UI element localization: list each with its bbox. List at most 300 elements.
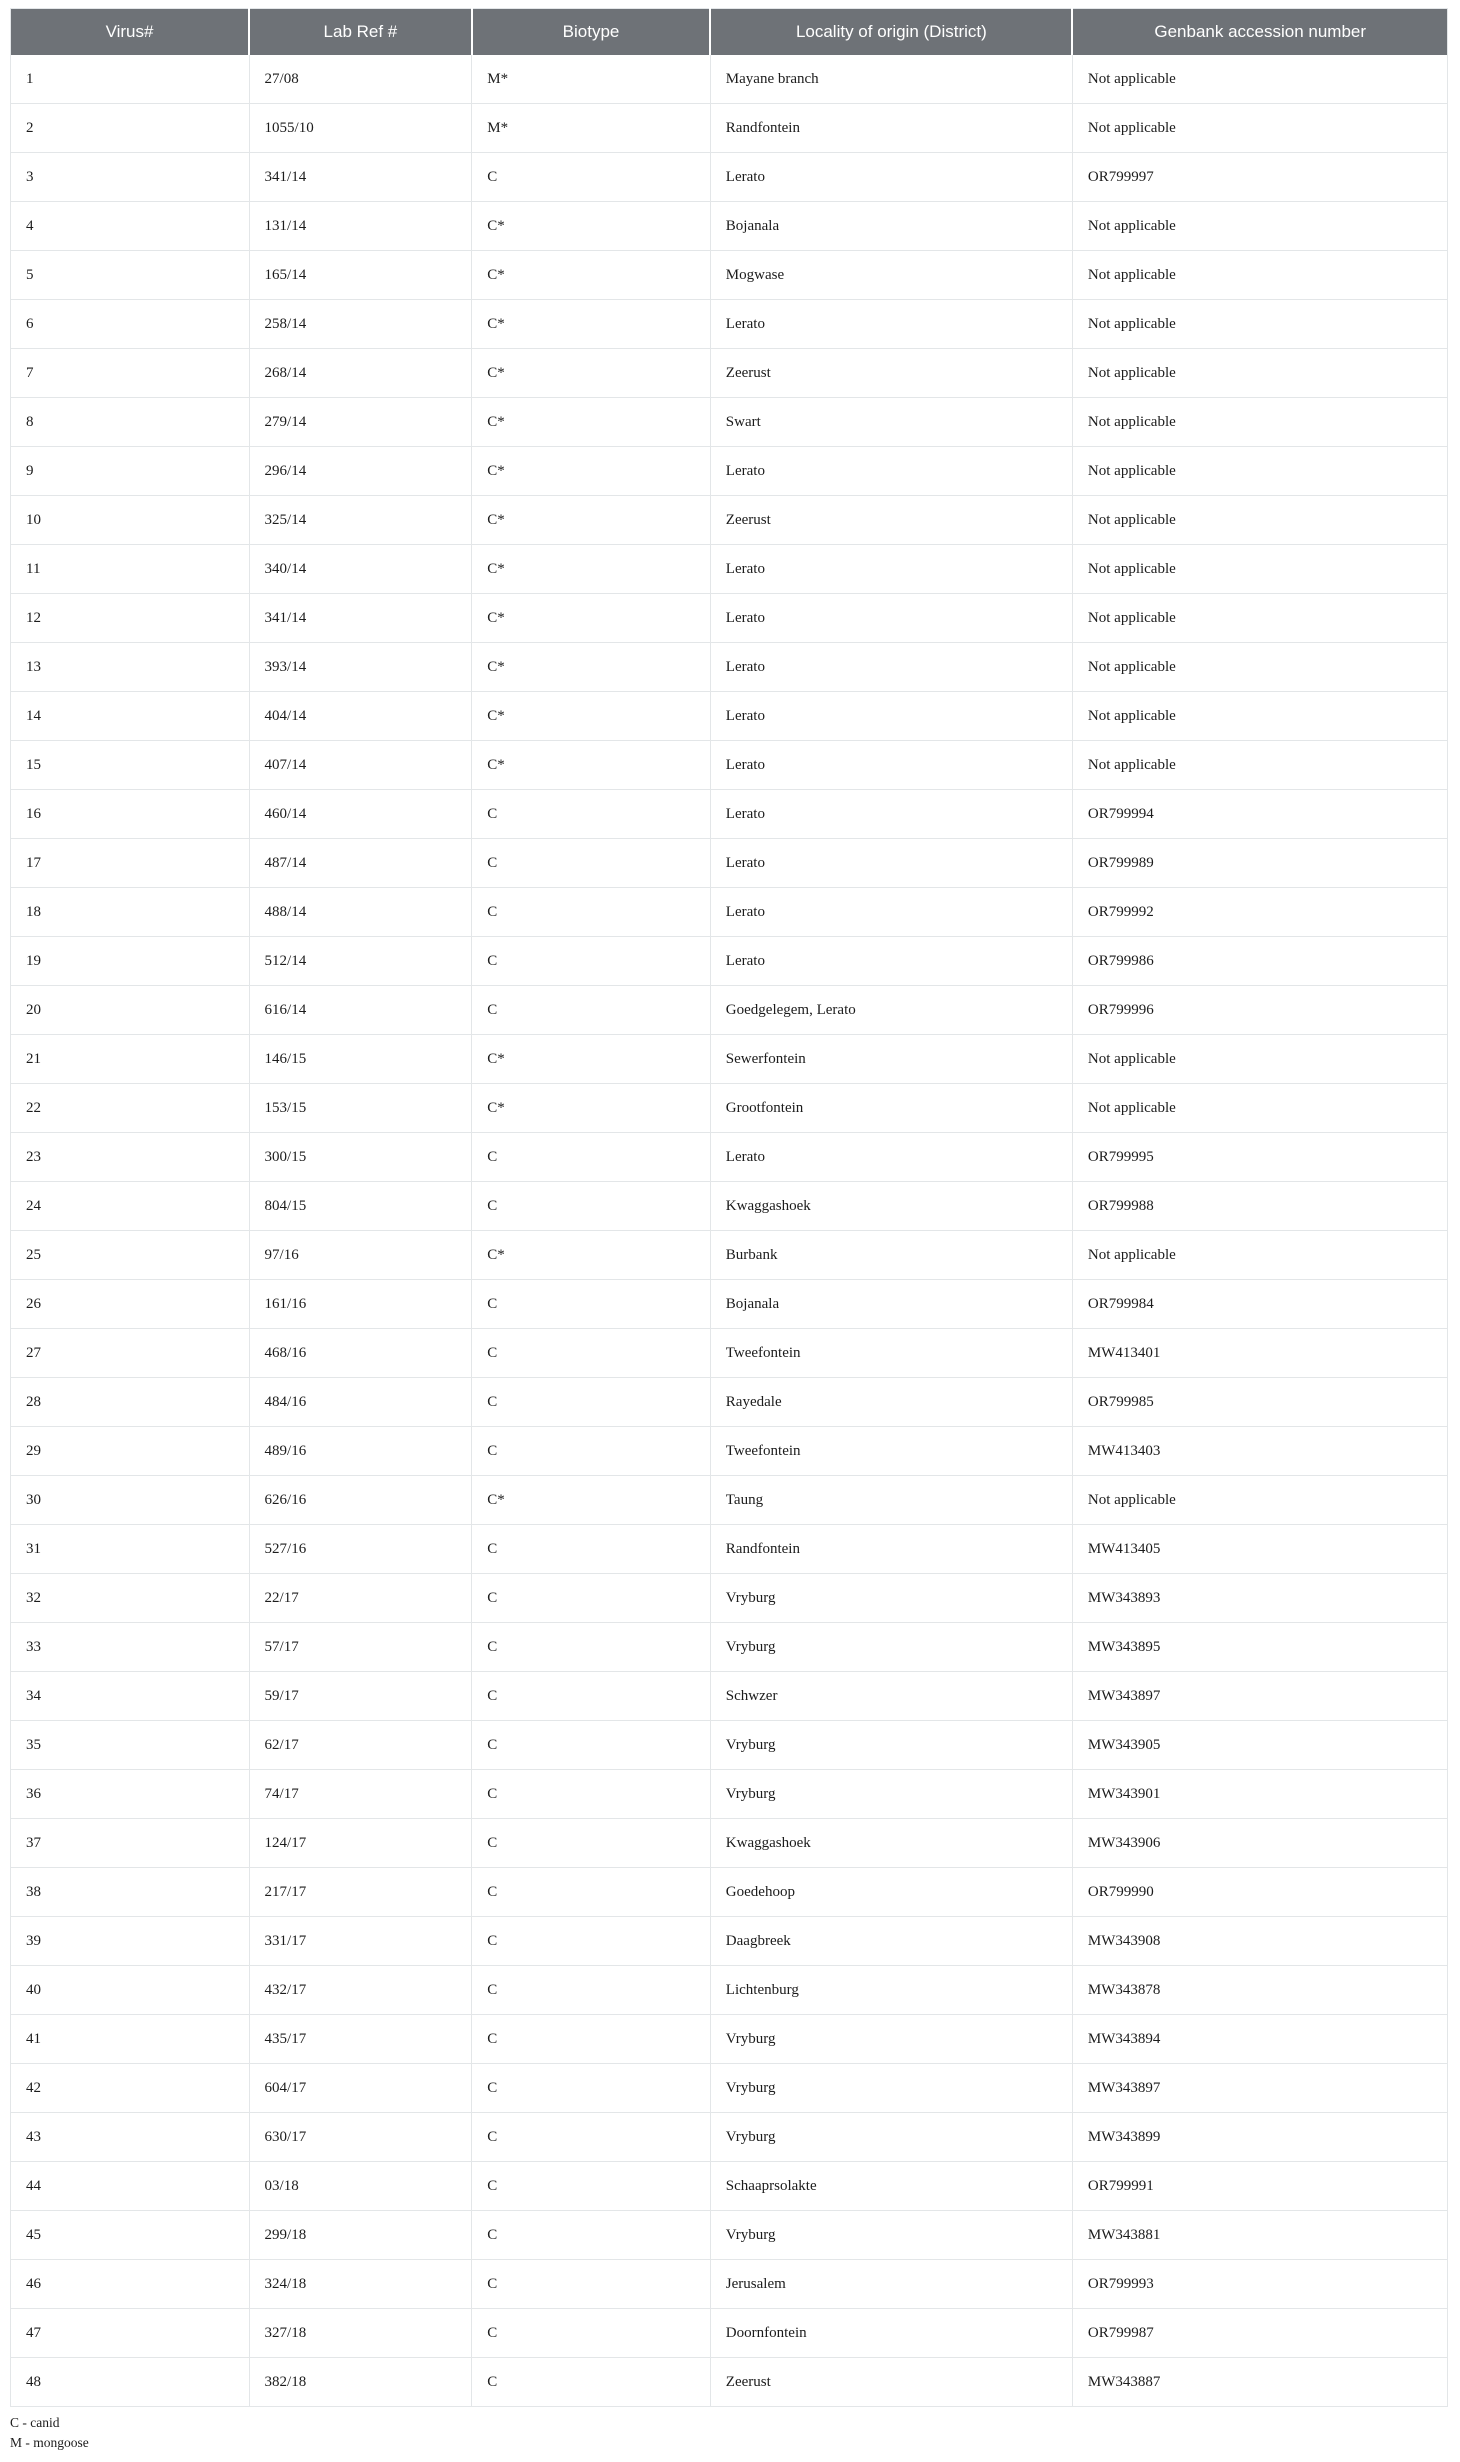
table-cell: Not applicable [1072, 594, 1447, 643]
table-row [11, 2162, 1448, 2211]
table-cell: Burbank [710, 1231, 1072, 1280]
table-row [11, 153, 1448, 202]
table-cell: Not applicable [1072, 55, 1447, 104]
table-row [11, 398, 1448, 447]
table-cell: 24 [11, 1182, 250, 1231]
table-cell: C* [472, 202, 711, 251]
table-cell: Goedgelegem, Lerato [710, 986, 1072, 1035]
table-cell: 9 [11, 447, 250, 496]
table-cell: OR799990 [1072, 1868, 1447, 1917]
table-cell: Not applicable [1072, 1035, 1447, 1084]
table-cell: 258/14 [249, 300, 472, 349]
table-row [11, 1182, 1448, 1231]
table-cell: MW343906 [1072, 1819, 1447, 1868]
table-cell: 489/16 [249, 1427, 472, 1476]
table-cell: 279/14 [249, 398, 472, 447]
table-cell: OR799991 [1072, 2162, 1447, 2211]
table-cell: 484/16 [249, 1378, 472, 1427]
table-cell: C [472, 1917, 711, 1966]
table-cell: 36 [11, 1770, 250, 1819]
table-row [11, 790, 1448, 839]
table-cell: 626/16 [249, 1476, 472, 1525]
table-cell: Vryburg [710, 2211, 1072, 2260]
table-cell: Zeerust [710, 496, 1072, 545]
table-cell: Bojanala [710, 202, 1072, 251]
table-cell: 27/08 [249, 55, 472, 104]
table-cell: C [472, 1329, 711, 1378]
table-cell: 14 [11, 692, 250, 741]
table-cell: MW343881 [1072, 2211, 1447, 2260]
table-cell: C [472, 2113, 711, 2162]
table-cell: 39 [11, 1917, 250, 1966]
table-row [11, 2358, 1448, 2407]
table-cell: Tweefontein [710, 1427, 1072, 1476]
table-cell: C* [472, 1035, 711, 1084]
table-cell: OR799997 [1072, 153, 1447, 202]
table-cell: Lerato [710, 594, 1072, 643]
table-cell: C [472, 2211, 711, 2260]
table-cell: 30 [11, 1476, 250, 1525]
table-cell: C [472, 986, 711, 1035]
table-cell: Schwzer [710, 1672, 1072, 1721]
table-cell: 42 [11, 2064, 250, 2113]
table-cell: 527/16 [249, 1525, 472, 1574]
table-header-row [11, 9, 1448, 56]
table-cell: C [472, 1574, 711, 1623]
table-cell: C* [472, 1084, 711, 1133]
table-cell: Lerato [710, 545, 1072, 594]
table-cell: Not applicable [1072, 349, 1447, 398]
table-cell: Lerato [710, 741, 1072, 790]
table-row [11, 594, 1448, 643]
table-cell: 38 [11, 1868, 250, 1917]
table-cell: MW343894 [1072, 2015, 1447, 2064]
table-cell: Sewerfontein [710, 1035, 1072, 1084]
table-cell: 74/17 [249, 1770, 472, 1819]
table-row [11, 1280, 1448, 1329]
table-row [11, 692, 1448, 741]
table-cell: Vryburg [710, 1623, 1072, 1672]
table-row [11, 1133, 1448, 1182]
table-cell: OR799987 [1072, 2309, 1447, 2358]
table-cell: Randfontein [710, 104, 1072, 153]
table-cell: C* [472, 594, 711, 643]
table-cell: MW343905 [1072, 1721, 1447, 1770]
table-cell: 97/16 [249, 1231, 472, 1280]
table-cell: C [472, 1525, 711, 1574]
table-cell: 299/18 [249, 2211, 472, 2260]
table-row [11, 888, 1448, 937]
table-cell: Not applicable [1072, 300, 1447, 349]
table-cell: 1 [26, 70, 34, 87]
table-cell: 46 [11, 2260, 250, 2309]
table-cell: Not applicable [1072, 1084, 1447, 1133]
table-row [11, 2211, 1448, 2260]
table-row [11, 2260, 1448, 2309]
table-cell: Vryburg [710, 1770, 1072, 1819]
table-cell: Lerato [710, 839, 1072, 888]
table-cell: 40 [11, 1966, 250, 2015]
table-cell: C [472, 1770, 711, 1819]
table-cell: 468/16 [249, 1329, 472, 1378]
table-row [11, 1770, 1448, 1819]
table-cell: 131/14 [249, 202, 472, 251]
table-cell: Lerato [710, 937, 1072, 986]
table-cell: M* [472, 104, 711, 153]
table-cell: MW343897 [1072, 2064, 1447, 2113]
table-row [11, 55, 1448, 104]
table-cell: 630/17 [249, 2113, 472, 2162]
table-cell: 325/14 [249, 496, 472, 545]
table-row [11, 1231, 1448, 1280]
table-cell: 604/17 [249, 2064, 472, 2113]
table-cell: OR799996 [1072, 986, 1447, 1035]
table-cell: C [472, 1182, 711, 1231]
footnotes [10, 2413, 1448, 2452]
table-cell: MW343895 [1072, 1623, 1447, 1672]
table-cell: 62/17 [249, 1721, 472, 1770]
table-cell: C* [472, 447, 711, 496]
table-cell: Lerato [710, 643, 1072, 692]
column-header-labref: Lab Ref # [249, 9, 472, 56]
table-cell: 2 [11, 104, 250, 153]
table-cell: 153/15 [249, 1084, 472, 1133]
table-cell: C* [472, 496, 711, 545]
table-cell: 407/14 [249, 741, 472, 790]
table-cell: Kwaggashoek [710, 1819, 1072, 1868]
table-cell: C [472, 1280, 711, 1329]
table-cell: 7 [11, 349, 250, 398]
table-cell: 331/17 [249, 1917, 472, 1966]
table-row [11, 1574, 1448, 1623]
table-row [11, 2309, 1448, 2358]
table-cell: Lerato [710, 447, 1072, 496]
table-cell: 20 [11, 986, 250, 1035]
table-row [11, 1035, 1448, 1084]
table-cell: OR799995 [1072, 1133, 1447, 1182]
table-cell: C* [472, 349, 711, 398]
table-cell: 21 [11, 1035, 250, 1084]
table-cell: 404/14 [249, 692, 472, 741]
table-cell: Vryburg [710, 2113, 1072, 2162]
table-cell: 57/17 [249, 1623, 472, 1672]
table-cell: Not applicable [1072, 1476, 1447, 1525]
table-cell: 460/14 [249, 790, 472, 839]
table-cell: C* [472, 300, 711, 349]
table-row [11, 545, 1448, 594]
table-cell: 4 [11, 202, 250, 251]
table-row [11, 1868, 1448, 1917]
table-cell: 5 [11, 251, 250, 300]
table-row [11, 1427, 1448, 1476]
table-cell: 18 [11, 888, 250, 937]
table-cell: 44 [11, 2162, 250, 2211]
table-cell: MW343887 [1072, 2358, 1447, 2407]
table-cell: Not applicable [1072, 1231, 1447, 1280]
table-cell: C [472, 1868, 711, 1917]
table-cell: 616/14 [249, 986, 472, 1035]
table-cell: 28 [11, 1378, 250, 1427]
table-cell: 11 [11, 545, 250, 594]
table-cell: Zeerust [710, 349, 1072, 398]
table-cell: Not applicable [1072, 251, 1447, 300]
table-cell: C [472, 2064, 711, 2113]
table-cell: 340/14 [249, 545, 472, 594]
table-cell: 37 [11, 1819, 250, 1868]
table-cell: Lerato [710, 888, 1072, 937]
table-cell: 435/17 [249, 2015, 472, 2064]
table-cell: 19 [11, 937, 250, 986]
table-cell: 3 [11, 153, 250, 202]
table-cell: Jerusalem [710, 2260, 1072, 2309]
table-cell: Zeerust [710, 2358, 1072, 2407]
table-cell: 341/14 [249, 594, 472, 643]
table-row [11, 251, 1448, 300]
table-cell: 324/18 [249, 2260, 472, 2309]
table-cell: Bojanala [710, 1280, 1072, 1329]
table-cell: C* [472, 398, 711, 447]
table-row [11, 937, 1448, 986]
table-cell: 48 [11, 2358, 250, 2407]
table-cell: C* [472, 643, 711, 692]
table-cell: Goedehoop [710, 1868, 1072, 1917]
table-cell: MW343878 [1072, 1966, 1447, 2015]
table-cell: 327/18 [249, 2309, 472, 2358]
table-cell: Vryburg [710, 2064, 1072, 2113]
table-cell: Lerato [710, 790, 1072, 839]
table-cell: C [472, 2309, 711, 2358]
table-cell: Vryburg [710, 1721, 1072, 1770]
table-cell: 13 [11, 643, 250, 692]
table-cell: 33 [11, 1623, 250, 1672]
table-cell: Swart [710, 398, 1072, 447]
table-cell: 804/15 [249, 1182, 472, 1231]
table-row [11, 1084, 1448, 1133]
table-row [11, 986, 1448, 1035]
table-cell: 26 [11, 1280, 250, 1329]
table-cell: C [472, 1427, 711, 1476]
table-cell: C [472, 1819, 711, 1868]
table-cell: C [472, 2015, 711, 2064]
table-cell: 27 [11, 1329, 250, 1378]
table-cell: 22/17 [249, 1574, 472, 1623]
table-cell: 45 [11, 2211, 250, 2260]
table-cell: C [472, 1672, 711, 1721]
table-cell: 296/14 [249, 447, 472, 496]
table-cell: C* [472, 545, 711, 594]
table-cell: 6 [11, 300, 250, 349]
table-row [11, 447, 1448, 496]
table-cell: 29 [11, 1427, 250, 1476]
table-row [11, 2064, 1448, 2113]
table-cell: MW343893 [1072, 1574, 1447, 1623]
table-cell: C [472, 790, 711, 839]
table-cell: MW413403 [1072, 1427, 1447, 1476]
table-cell: 17 [11, 839, 250, 888]
table-cell: 217/17 [249, 1868, 472, 1917]
table-cell: Grootfontein [710, 1084, 1072, 1133]
table-row [11, 643, 1448, 692]
table-row [11, 1623, 1448, 1672]
table-cell: Mogwase [710, 251, 1072, 300]
table-cell: Lerato [710, 1133, 1072, 1182]
table-cell: Lerato [710, 300, 1072, 349]
table-cell: 25 [11, 1231, 250, 1280]
table-row [11, 2113, 1448, 2162]
table-row [11, 1672, 1448, 1721]
table-row [11, 839, 1448, 888]
table-cell: C [472, 888, 711, 937]
table-cell: 382/18 [249, 2358, 472, 2407]
table-cell: MW413401 [1072, 1329, 1447, 1378]
table-row [11, 349, 1448, 398]
column-header-genbank: Genbank accession number [1072, 9, 1447, 56]
table-cell: C* [472, 1231, 711, 1280]
table-row [11, 1917, 1448, 1966]
table-cell: Schaaprsolakte [710, 2162, 1072, 2211]
table-cell: Not applicable [1072, 741, 1447, 790]
table-cell: Kwaggashoek [710, 1182, 1072, 1231]
table-cell: C [472, 1133, 711, 1182]
virus-table [10, 8, 1448, 2407]
table-row [11, 104, 1448, 153]
table-cell: 15 [11, 741, 250, 790]
table-cell: Lerato [710, 692, 1072, 741]
table-cell: MW343908 [1072, 1917, 1447, 1966]
table-row [11, 1476, 1448, 1525]
table-header [11, 9, 1448, 56]
table-cell: 10 [11, 496, 250, 545]
table-row [11, 2015, 1448, 2064]
table-cell: Vryburg [710, 1574, 1072, 1623]
table-cell: C [472, 153, 711, 202]
footnote: C - canid [10, 2415, 60, 2430]
table-cell: OR799989 [1072, 839, 1447, 888]
table-cell: 161/16 [249, 1280, 472, 1329]
column-header-locality: Locality of origin (District) [710, 9, 1072, 56]
table-cell: 432/17 [249, 1966, 472, 2015]
table-cell: Not applicable [1072, 398, 1447, 447]
table-cell: M* [472, 55, 711, 104]
table-cell: Not applicable [1072, 545, 1447, 594]
table-cell: C* [472, 741, 711, 790]
table-cell: Daagbreek [710, 1917, 1072, 1966]
table-cell: Not applicable [1072, 643, 1447, 692]
table-cell: Rayedale [710, 1378, 1072, 1427]
table-cell: MW413405 [1072, 1525, 1447, 1574]
table-cell: 393/14 [249, 643, 472, 692]
table-cell: C [472, 1623, 711, 1672]
column-header-biotype: Biotype [472, 9, 711, 56]
table-cell: 32 [11, 1574, 250, 1623]
table-cell: 512/14 [249, 937, 472, 986]
table-cell: 59/17 [249, 1672, 472, 1721]
table-row [11, 300, 1448, 349]
table-body [11, 55, 1448, 2407]
table-cell: Lichtenburg [710, 1966, 1072, 2015]
table-cell: C* [472, 251, 711, 300]
table-cell: 268/14 [249, 349, 472, 398]
table-cell: Doornfontein [710, 2309, 1072, 2358]
table-row [11, 1329, 1448, 1378]
table-cell: 124/17 [249, 1819, 472, 1868]
table-cell: Not applicable [1072, 447, 1447, 496]
table-row [11, 1525, 1448, 1574]
table-cell: C [472, 2260, 711, 2309]
table-cell: C [472, 1966, 711, 2015]
table-cell: 03/18 [249, 2162, 472, 2211]
table-cell: OR799984 [1072, 1280, 1447, 1329]
table-cell: Not applicable [1072, 692, 1447, 741]
table-cell: 341/14 [249, 153, 472, 202]
table-cell: Not applicable [1072, 202, 1447, 251]
table-cell: 41 [11, 2015, 250, 2064]
table-cell: OR799988 [1072, 1182, 1447, 1231]
table-row [11, 1819, 1448, 1868]
table-cell: Lerato [710, 153, 1072, 202]
table-row [11, 202, 1448, 251]
table-cell: 47 [11, 2309, 250, 2358]
table-cell: Randfontein [710, 1525, 1072, 1574]
table-cell: C [472, 839, 711, 888]
table-cell: OR799986 [1072, 937, 1447, 986]
table-cell: C [472, 1378, 711, 1427]
table-cell: 23 [11, 1133, 250, 1182]
table-cell: Not applicable [1072, 496, 1447, 545]
table-cell: OR799993 [1072, 2260, 1447, 2309]
footnote: M - mongoose [10, 2434, 89, 2450]
table-cell: C [472, 1721, 711, 1770]
table-cell: Vryburg [710, 2015, 1072, 2064]
table-cell: 22 [11, 1084, 250, 1133]
table-cell: C* [472, 1476, 711, 1525]
table-cell: 165/14 [249, 251, 472, 300]
table-cell: 16 [11, 790, 250, 839]
table-cell: Tweefontein [710, 1329, 1072, 1378]
table-cell: C [472, 937, 711, 986]
table-cell: 31 [11, 1525, 250, 1574]
table-row [11, 1966, 1448, 2015]
table-cell: 43 [11, 2113, 250, 2162]
table-cell: 1055/10 [249, 104, 472, 153]
table-cell: C* [472, 692, 711, 741]
table-row [11, 496, 1448, 545]
table-cell: 488/14 [249, 888, 472, 937]
table-cell: OR799985 [1072, 1378, 1447, 1427]
table-cell: MW343899 [1072, 2113, 1447, 2162]
table-cell: 300/15 [249, 1133, 472, 1182]
table-cell: Mayane branch [710, 55, 1072, 104]
column-header-virus: Virus# [11, 9, 250, 56]
table-cell: 146/15 [249, 1035, 472, 1084]
table-cell: OR799992 [1072, 888, 1447, 937]
table-cell: MW343897 [1072, 1672, 1447, 1721]
table-cell: 12 [11, 594, 250, 643]
table-row [11, 1378, 1448, 1427]
table-cell: Taung [710, 1476, 1072, 1525]
table-cell: MW343901 [1072, 1770, 1447, 1819]
table-cell: 487/14 [249, 839, 472, 888]
table-cell: C [472, 2162, 711, 2211]
table-cell: C [472, 2358, 711, 2407]
table-row [11, 741, 1448, 790]
table-cell: 35 [11, 1721, 250, 1770]
table-cell: 8 [11, 398, 250, 447]
table-cell: OR799994 [1072, 790, 1447, 839]
table-row [11, 1721, 1448, 1770]
table-cell: Not applicable [1072, 104, 1447, 153]
table-cell: 34 [11, 1672, 250, 1721]
